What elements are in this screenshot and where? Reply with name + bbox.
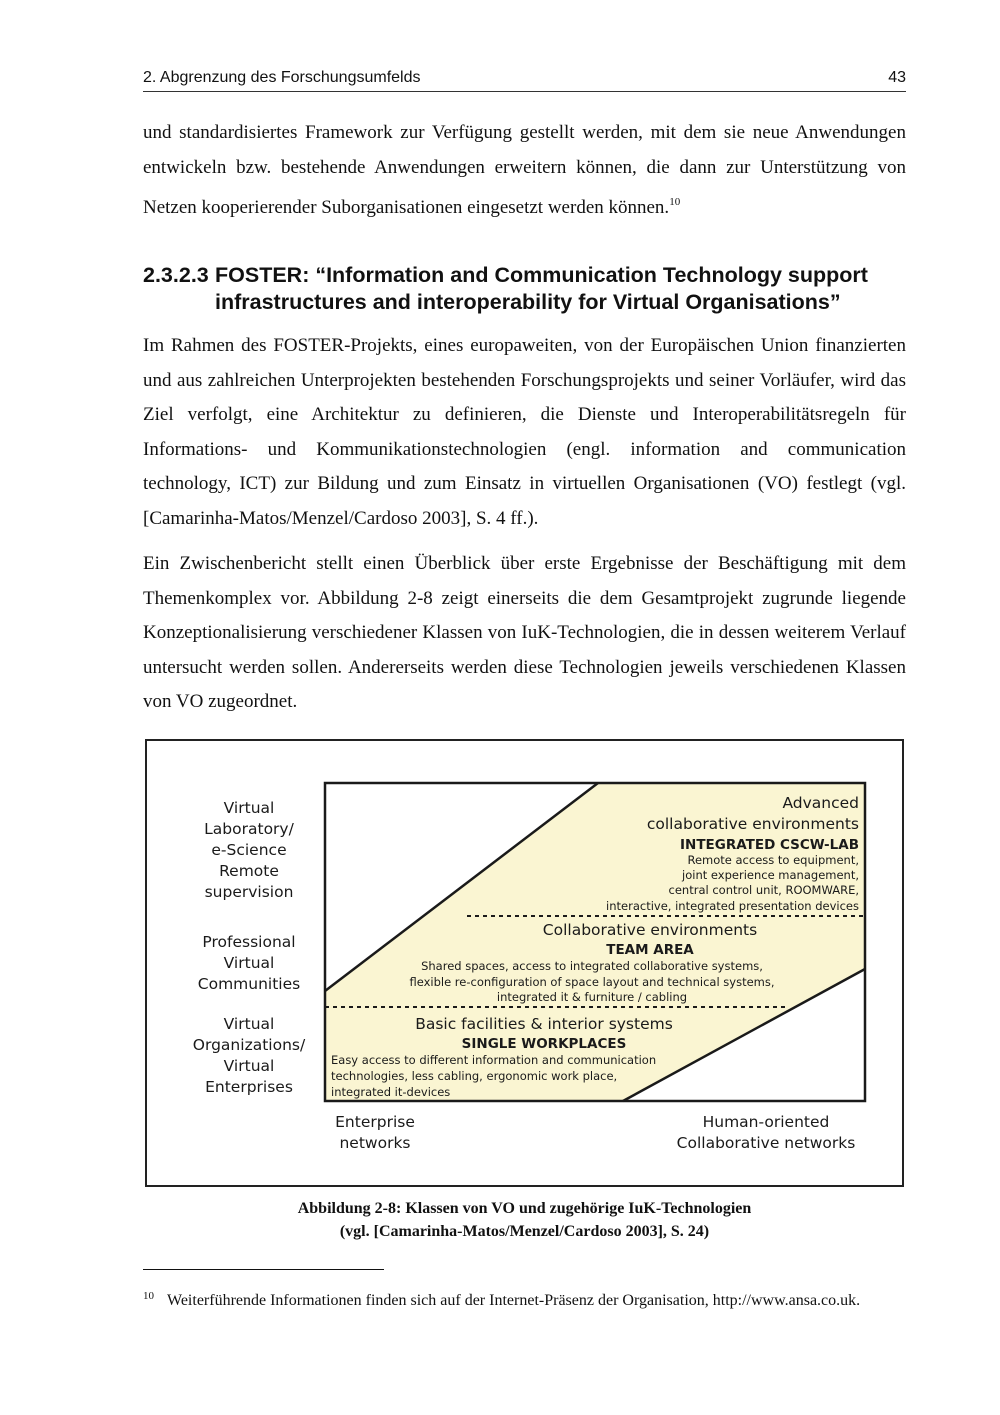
left-labels <box>193 799 306 1096</box>
footnote-ref[interactable]: 10 <box>669 196 681 208</box>
left-label-line: Organizations/ <box>192 1036 306 1054</box>
bottom-left-label: networks <box>339 1134 411 1152</box>
footnote-number: 10 <box>143 1290 154 1302</box>
left-label-line: Virtual <box>223 954 275 972</box>
bottom-right-label: Human-oriented <box>702 1113 830 1131</box>
intro-text: und standardisiertes Framework zur Verfügung gestellt werden, mit dem sie neue Anwendungen entwickeln bzw. bestehende Anwendungen erweitern können, die dann zur Unterstützung von Netzen kooperierender Suborganisationen eingesetzt werden können. <box>143 122 906 218</box>
collaborative-title: Collaborative environments <box>542 921 758 939</box>
bottom-left-label: Enterprise <box>335 1113 415 1131</box>
advanced-desc-line: interactive, integrated presentation devices <box>606 899 859 913</box>
left-label-line: Remote <box>219 862 279 880</box>
section-title-line2: infrastructures and interoperability for Virtual Organisations” <box>215 290 841 314</box>
footnote-separator <box>143 1269 384 1270</box>
chapter-title: 2. Abgrenzung des Forschungsumfelds <box>143 69 421 86</box>
figure-caption <box>143 1197 906 1243</box>
section-heading <box>143 262 923 316</box>
collaborative-desc-line: Shared spaces, access to integrated collaborative systems, <box>421 959 763 973</box>
left-label-line: Professional <box>202 933 296 951</box>
left-label-line: e-Science <box>211 841 287 859</box>
bottom-right-label: Collaborative networks <box>676 1134 856 1152</box>
left-label-line: Virtual <box>223 799 275 817</box>
bottom-labels <box>335 1113 855 1152</box>
left-label-line: Communities <box>197 975 301 993</box>
left-label-line: Laboratory/ <box>204 820 294 838</box>
collaborative-desc-line: integrated it & furniture / cabling <box>496 990 688 1004</box>
left-label-line: Virtual <box>223 1015 275 1033</box>
page-number: 43 <box>888 69 906 86</box>
running-header <box>143 66 906 92</box>
basic-name: SINGLE WORKPLACES <box>461 1036 627 1052</box>
body-paragraph-1: Im Rahmen des FOSTER-Projekts, eines europaweiten, von der Europäischen Union finanzierten und aus zahlreichen Unterprojekten bestehenden Forschungsprojekts und seiner Vorläufer, wird das Ziel verfolgt, eine Architektur zu definieren, die Dienste und Interoperabilitätsregeln für Informations- und Kommunikationstechnologien (engl. information and communication technology, ICT) zur Bildung und zum Einsatz in virtuellen Organisationen (VO) festlegt (vgl. [Camarinha-Matos/Menzel/Cardoso 2003], S. 4 ff.). <box>143 335 906 529</box>
advanced-name: INTEGRATED CSCW-LAB <box>680 837 859 853</box>
advanced-desc-line: joint experience management, <box>682 868 859 882</box>
advanced-title-2: collaborative environments <box>646 815 859 833</box>
section-number: 2.3.2.3 <box>143 263 209 287</box>
figure-2-8 <box>145 739 904 1187</box>
intro-paragraph <box>143 116 906 226</box>
footnote-text: Weiterführende Informationen finden sich auf der Internet-Präsenz der Organisation, http://www.ansa.co.uk. <box>167 1292 861 1309</box>
section-title-line1: FOSTER: “Information and Communication Technology support <box>215 263 868 287</box>
advanced-desc-line: Remote access to equipment, <box>687 853 859 867</box>
basic-desc-line: Easy access to different information and communication <box>331 1053 657 1067</box>
advanced-desc-line: central control unit, ROOMWARE, <box>668 883 859 897</box>
basic-desc-line: technologies, less cabling, ergonomic work place, <box>331 1069 618 1083</box>
caption-line1: Abbildung 2-8: Klassen von VO und zugehörige IuK-Technologien <box>297 1200 752 1217</box>
footnote <box>143 1290 923 1310</box>
left-label-line: Enterprises <box>205 1078 293 1096</box>
basic-title: Basic facilities & interior systems <box>415 1015 673 1033</box>
figure-diagram <box>147 741 906 1189</box>
collaborative-desc-line: flexible re-configuration of space layout and technical systems, <box>409 975 775 989</box>
left-label-line: supervision <box>204 883 294 901</box>
caption-line2: (vgl. [Camarinha-Matos/Menzel/Cardoso 2003], S. 24) <box>339 1223 710 1240</box>
advanced-title-1: Advanced <box>782 794 859 812</box>
left-label-line: Virtual <box>223 1057 275 1075</box>
body-paragraph-2: Ein Zwischenbericht stellt einen Überblick über erste Ergebnisse der Beschäftigung mit dem Themenkomplex vor. Abbildung 2-8 zeigt einerseits die dem Gesamtprojekt zugrunde liegende Konzeptionalisierung verschiedener Klassen von IuK-Technologien, die in dessen weiterem Verlauf untersucht werden sollen. Andererseits werden diese Technologien jeweils verschiedenen Klassen von VO zugeordnet. <box>143 553 906 712</box>
basic-desc-line: integrated it-devices <box>331 1085 451 1099</box>
collaborative-name: TEAM AREA <box>606 942 694 958</box>
